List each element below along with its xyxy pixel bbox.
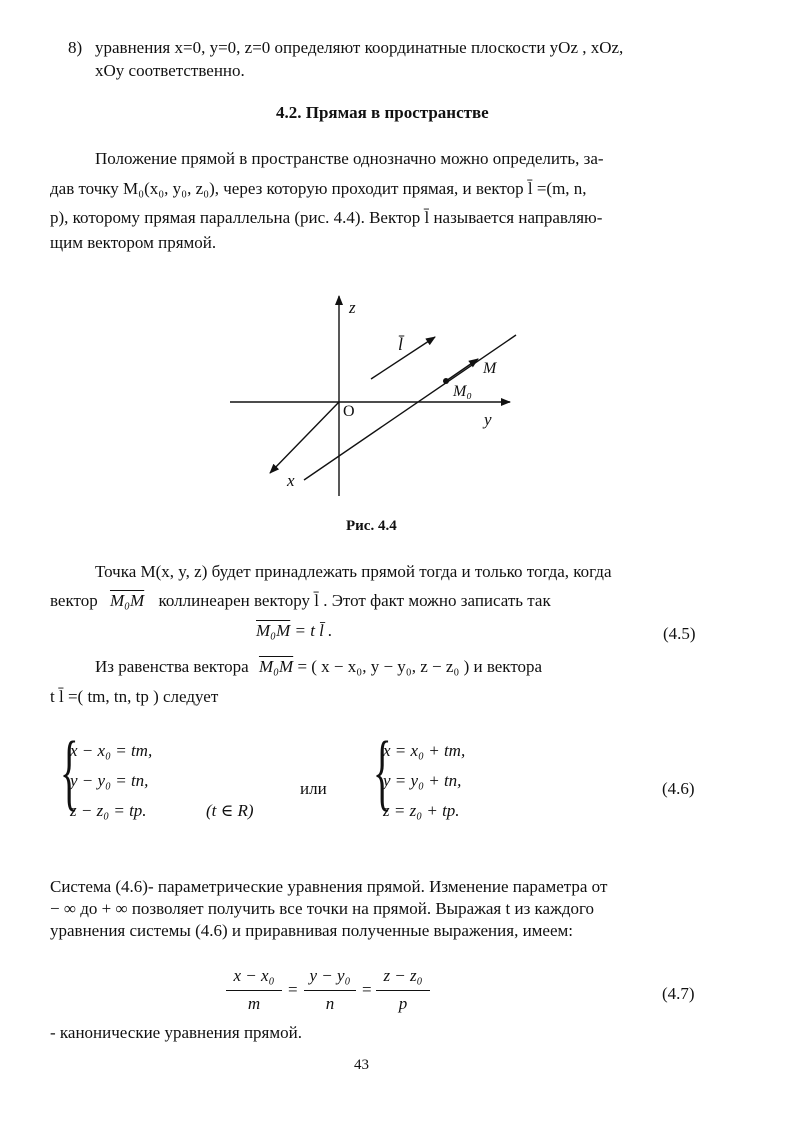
eq46-condition: (t ∈ R) [206, 801, 254, 820]
eq46-left-1: x − x₀ = tm, [70, 741, 153, 760]
eq46-right-brace: { [373, 723, 392, 819]
para3-line2: t l̄ =( tm, tn, tp ) следует [50, 687, 219, 706]
point-m0 [443, 378, 449, 384]
intro-line3: p), которому прямая параллельна (рис. 4.4). Вектор l̄ называется направляю- [50, 208, 603, 227]
intro-line1: Положение прямой в пространстве однозначно можно определить, за- [95, 149, 604, 168]
eq45-rhs: = t l̄ . [294, 621, 333, 640]
eq46-number: (4.6) [662, 779, 695, 798]
label-m0: M₀ [453, 383, 472, 400]
eq46-left-3: z − z₀ = tp. [70, 801, 147, 820]
para3-text-a: Из равенства вектора [95, 657, 249, 676]
item8-line1: уравнения x=0, y=0, z=0 определяют координатные плоскости yOz , xOz, [95, 38, 624, 57]
eq47-den3: p [398, 994, 408, 1013]
label-m: M [483, 360, 497, 377]
eq46-right-3: z = z₀ + tp. [383, 801, 460, 820]
eq47-eq2: = [362, 980, 372, 999]
label-z: z [349, 298, 356, 317]
spatial-line [304, 335, 516, 480]
eq47-eq1: = [288, 980, 298, 999]
eq47-den1: m [247, 994, 261, 1013]
eq46-left-2: y − y₀ = tn, [70, 771, 149, 790]
eq47-number: (4.7) [662, 984, 695, 1003]
eq46-or: или [300, 779, 327, 798]
eq45-lhs: M₀M [256, 621, 291, 640]
page-number: 43 [354, 1057, 369, 1073]
label-x: x [287, 471, 295, 490]
para4-line2: − ∞ до + ∞ позволяет получить все точки на прямой. Выражая t из каждого [50, 899, 595, 918]
eq47-den2: n [325, 994, 335, 1013]
eq47-bar2 [304, 990, 356, 991]
eq47-bar3 [376, 990, 430, 991]
eq47-num2: y − y₀ [309, 966, 351, 985]
para4-line3: уравнения системы (4.6) и приравнивая полученные выражения, имеем: [50, 921, 573, 940]
para2-line1: Точка M(x, y, z) будет принадлежать прямой тогда и только тогда, когда [95, 562, 612, 581]
eq47-num1: x − x₀ [233, 966, 275, 985]
eq46-left-brace: { [60, 723, 79, 819]
intro-line2: дав точку M₀(x₀, y₀, z₀), через которую проходит прямая, и вектор l̄ =(m, n, [50, 179, 587, 198]
item-number: 8) [68, 38, 83, 57]
eq47-num3: z − z₀ [383, 966, 423, 985]
label-l: l̄ [398, 334, 404, 354]
label-y: y [484, 410, 492, 429]
para3-text-b: = ( x − x₀, y − y₀, z − z₀ ) и вектора [297, 657, 543, 676]
item8-line2: xOy соответственно. [95, 61, 245, 80]
eq45-formula [256, 620, 332, 642]
vector-m0m-text: M₀M [109, 591, 145, 610]
eq46-right-1: x = x₀ + tm, [383, 741, 466, 760]
label-origin: O [343, 403, 355, 420]
para2-line2 [50, 590, 551, 612]
para2-word-vector: вектор [50, 591, 98, 610]
para3-vector: M₀M [258, 657, 294, 676]
figure-4-4 [0, 290, 794, 530]
para4-line1: Система (4.6)- параметрические уравнения прямой. Изменение параметра от [50, 877, 608, 896]
para3-line1 [95, 656, 542, 678]
eq46-right-2: y = y₀ + tn, [383, 771, 462, 790]
section-title: 4.2. Прямая в пространстве [276, 103, 489, 122]
footer-line: - канонические уравнения прямой. [50, 1023, 302, 1042]
para2-rest: коллинеарен вектору l̄ . Этот факт можно записать так [158, 591, 551, 610]
vector-m0m [446, 359, 478, 381]
intro-line4: щим вектором прямой. [50, 233, 217, 252]
eq45-number: (4.5) [663, 624, 696, 643]
eq47-bar1 [226, 990, 282, 991]
figure-caption: Рис. 4.4 [346, 518, 397, 534]
